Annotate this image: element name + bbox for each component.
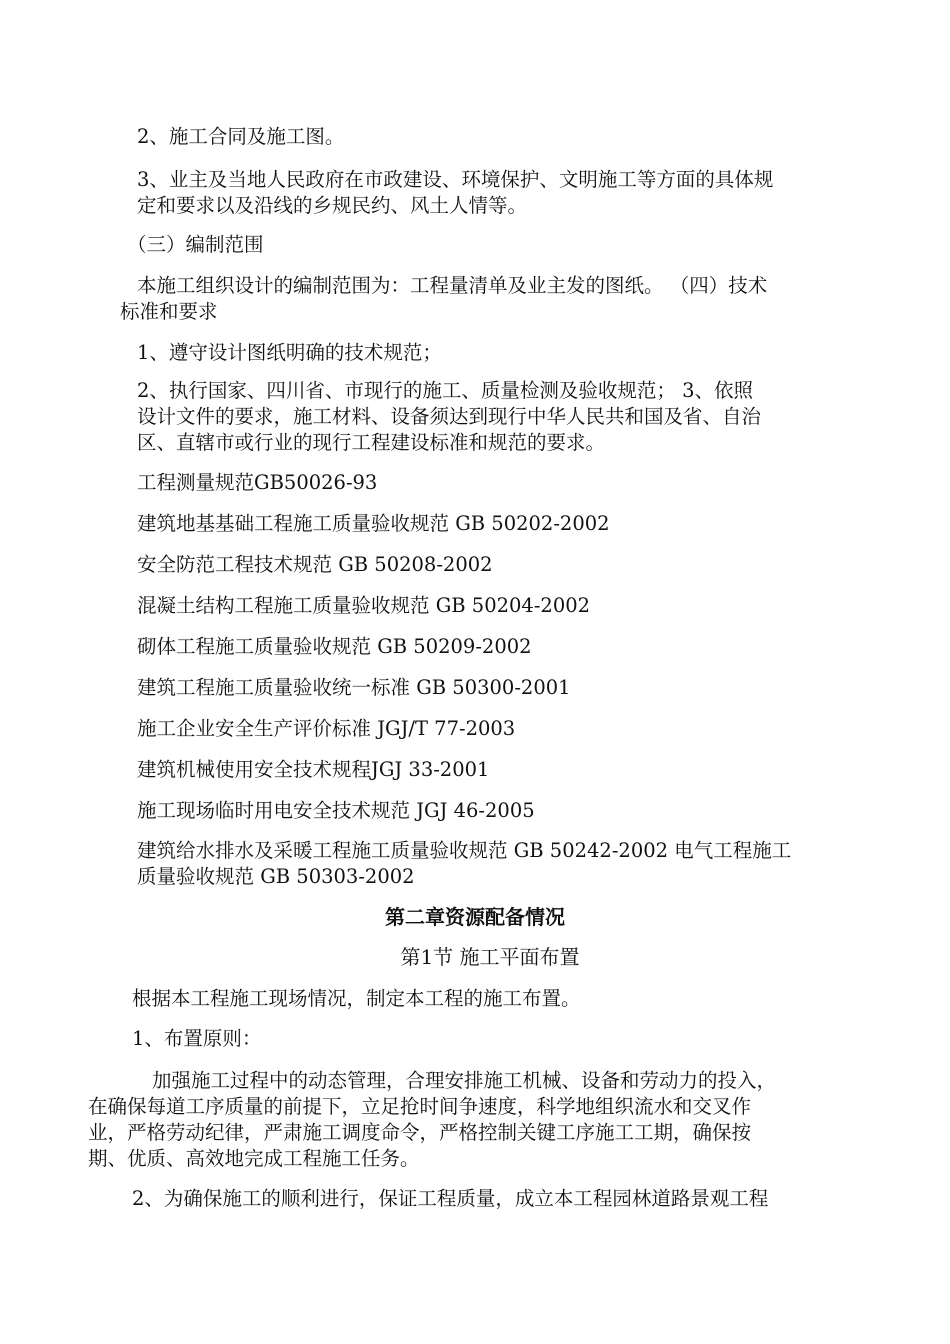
paragraph-principle-line4: 期、优质、高效地完成工程施工任务。 (88, 1147, 420, 1170)
paragraph-contract: 2、施工合同及施工图。 (137, 125, 345, 148)
paragraph-item-2-line2: 设计文件的要求，施工材料、设备须达到现行中华人民共和国及省、自治 (137, 405, 762, 428)
paragraph-regulations-line1: 3、业主及当地人民政府在市政建设、环境保护、文明施工等方面的具体规 (137, 168, 774, 191)
paragraph-principle-line2: 在确保每道工序质量的前提下，立足抢时间争速度，科学地组织流水和交叉作 (88, 1095, 752, 1118)
paragraph-item-2-line3: 区、直辖市或行业的现行工程建设标准和规范的要求。 (137, 431, 606, 454)
section-heading-scope: （三）编制范围 (127, 233, 264, 256)
standard-item: 安全防范工程技术规范 GB 50208-2002 (137, 553, 493, 576)
standard-item: 建筑工程施工质量验收统一标准 GB 50300-2001 (137, 676, 571, 699)
standard-item: 施工现场临时用电安全技术规范 JGJ 46-2005 (137, 799, 535, 822)
standard-item: 工程测量规范GB50026-93 (137, 471, 378, 494)
standard-item: 混凝土结构工程施工质量验收规范 GB 50204-2002 (137, 594, 591, 617)
paragraph-scope-line1: 本施工组织设计的编制范围为：工程量清单及业主发的图纸。 （四）技术 (137, 274, 768, 297)
standard-item: 建筑地基基础工程施工质量验收规范 GB 50202-2002 (137, 512, 610, 535)
standard-item-last-line2: 质量验收规范 GB 50303-2002 (137, 865, 415, 888)
paragraph-principle-line1: 加强施工过程中的动态管理，合理安排施工机械、设备和劳动力的投入， (152, 1069, 777, 1092)
paragraph-scope-line2: 标准和要求 (120, 300, 218, 323)
paragraph-intro: 根据本工程施工现场情况，制定本工程的施工布置。 (132, 987, 581, 1010)
standard-item: 砌体工程施工质量验收规范 GB 50209-2002 (137, 635, 532, 658)
paragraph-item-1: 1、遵守设计图纸明确的技术规范； (137, 341, 442, 364)
standard-item-last-line1: 建筑给水排水及采暖工程施工质量验收规范 GB 50242-2002 电气工程施工 (137, 839, 792, 862)
chapter-title: 第二章资源配备情况 (385, 905, 565, 929)
paragraph-item-2-line1: 2、执行国家、四川省、市现行的施工、质量检测及验收规范； 3、依照 (137, 379, 754, 402)
standard-item: 建筑机械使用安全技术规程JGJ 33-2001 (137, 758, 490, 781)
section-title: 第1节 施工平面布置 (400, 945, 580, 969)
paragraph-principle-heading: 1、布置原则： (132, 1027, 262, 1050)
standard-item: 施工企业安全生产评价标准 JGJ/T 77-2003 (137, 717, 516, 740)
paragraph-principle-line3: 业，严格劳动纪律，严肃施工调度命令，严格控制关键工序施工工期，确保按 (88, 1121, 752, 1144)
paragraph-item2-organization: 2、为确保施工的顺利进行，保证工程质量，成立本工程园林道路景观工程 (132, 1187, 769, 1210)
paragraph-regulations-line2: 定和要求以及沿线的乡规民约、风土人情等。 (137, 194, 528, 217)
